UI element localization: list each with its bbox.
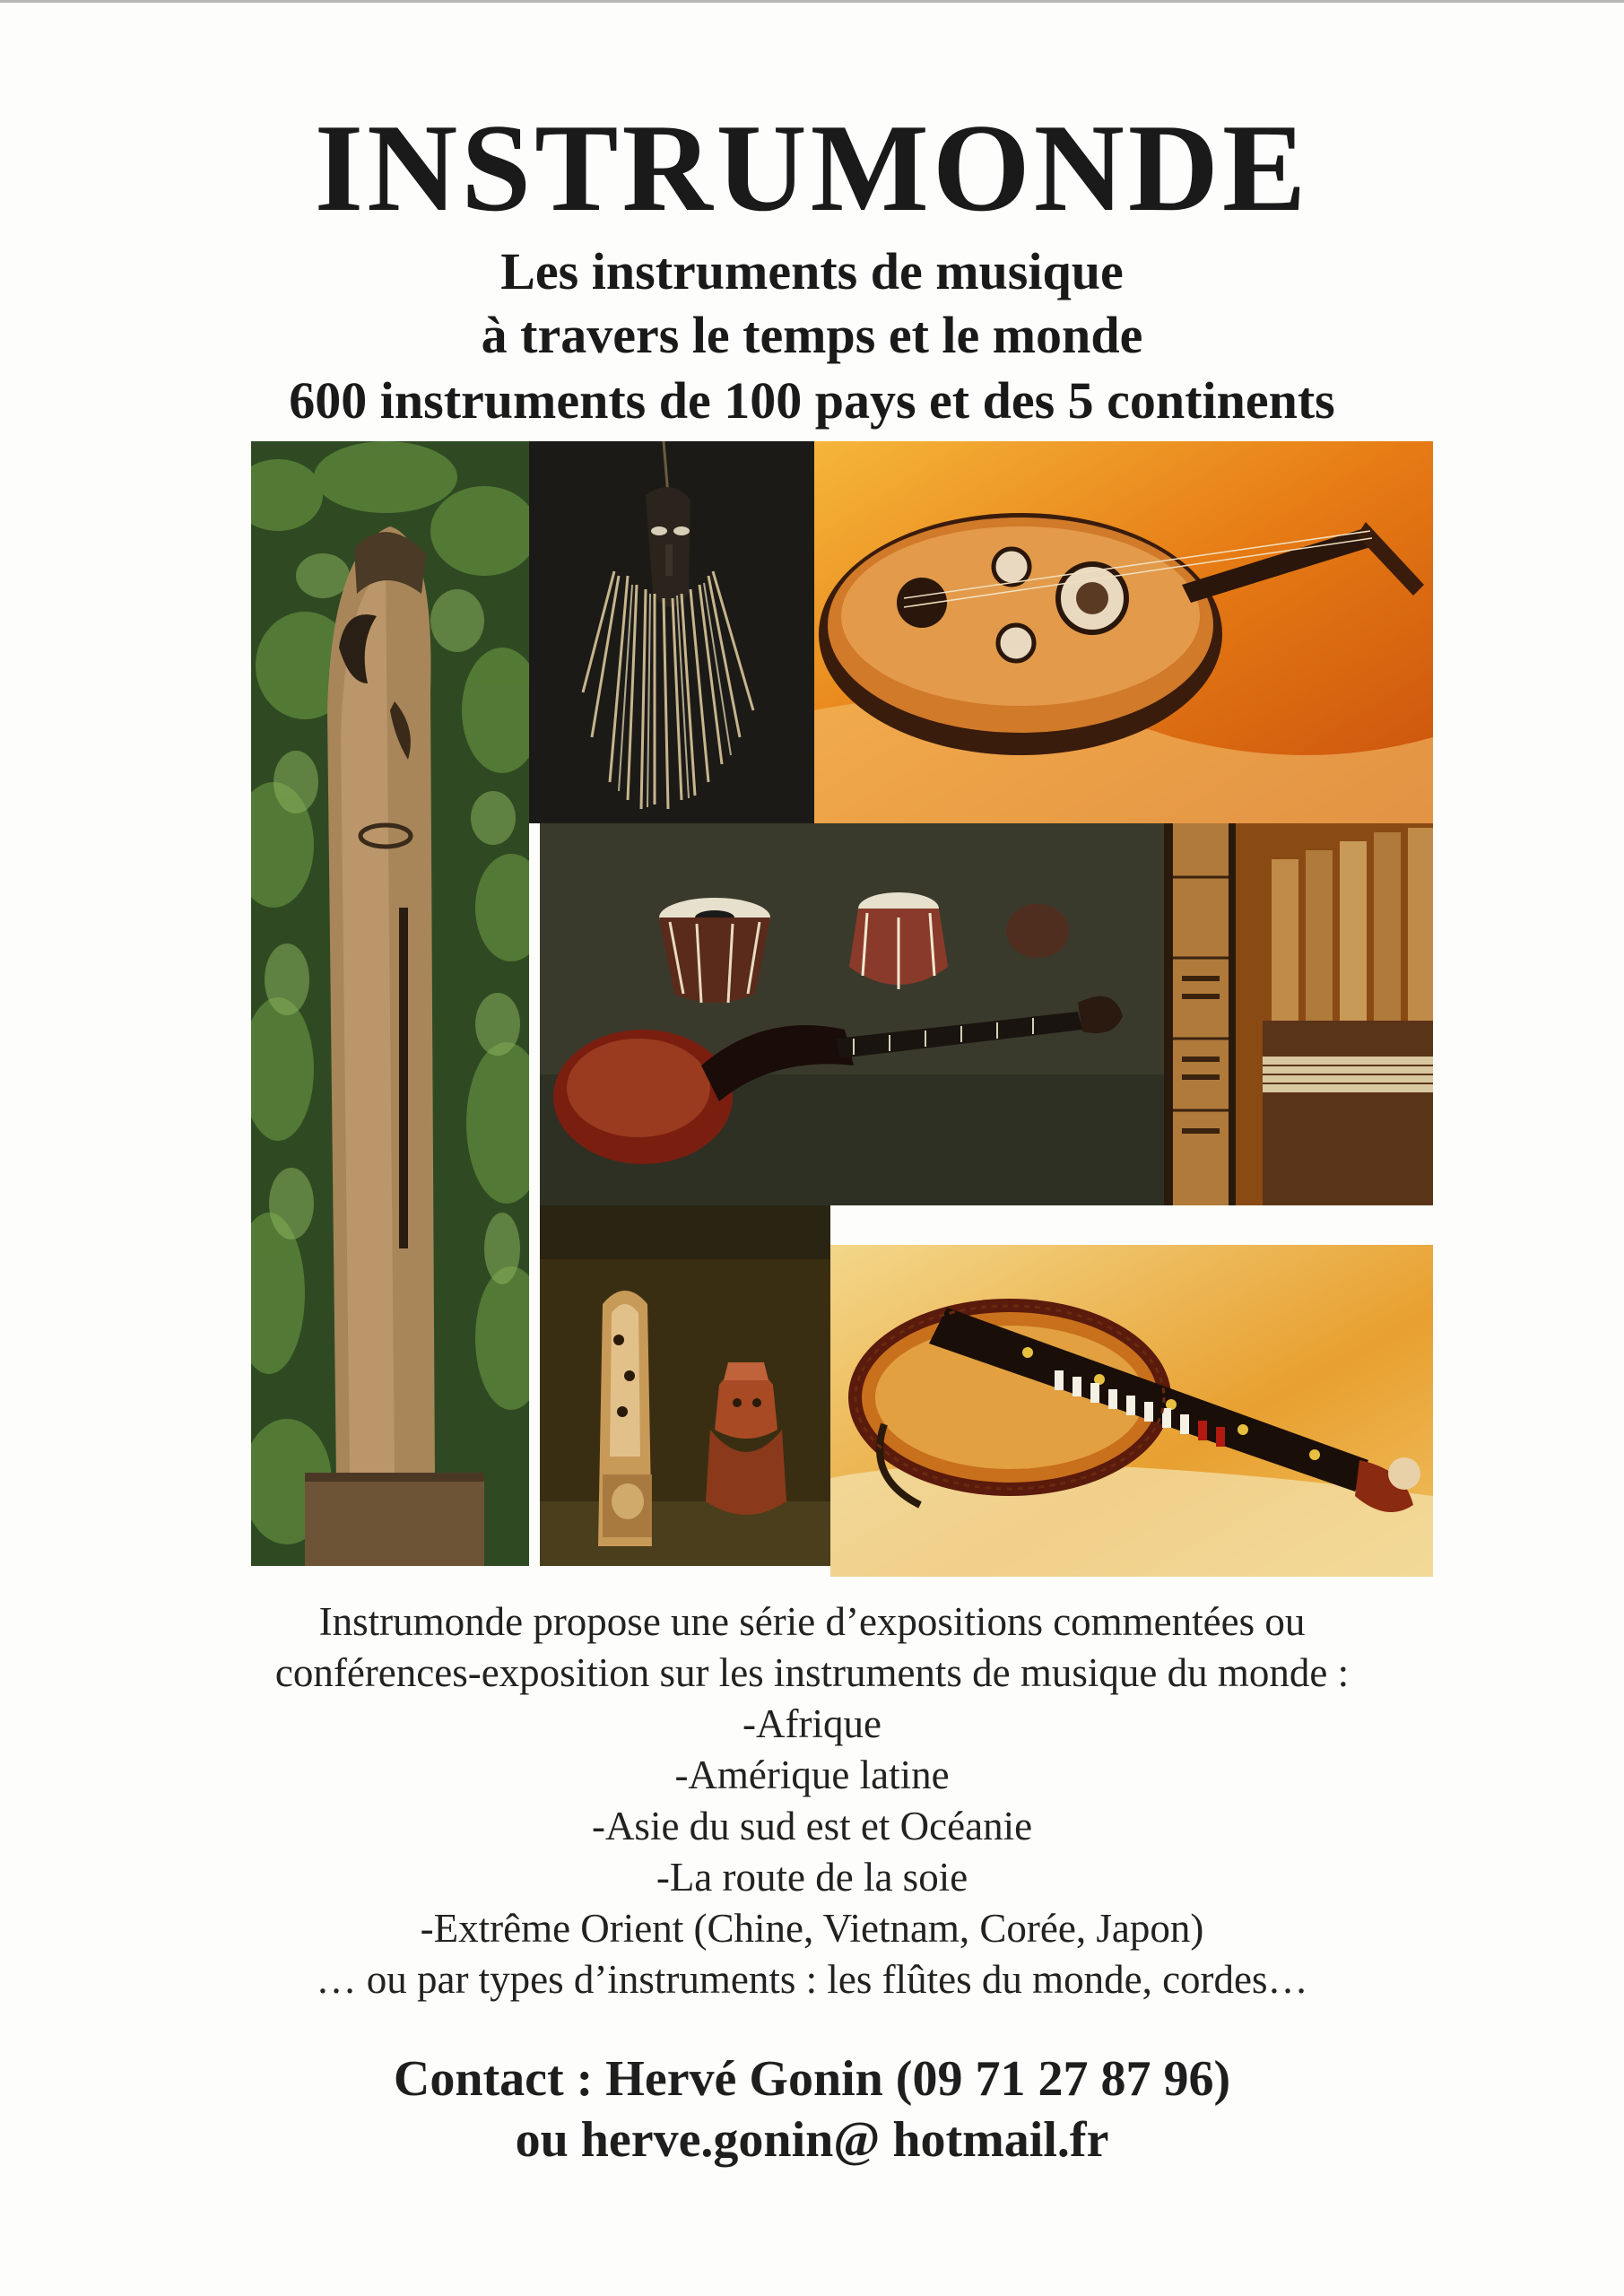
poster-title: INSTRUMONDE bbox=[314, 99, 1310, 238]
exhibition-description bbox=[0, 1596, 1624, 2005]
subtitle-line-1: Les instruments de musique bbox=[500, 242, 1124, 300]
description-outro: … ou par types d’instruments : les flûtes du monde, cordes… bbox=[316, 1957, 1308, 2002]
description-intro-1: Instrumonde propose une série d’expositions commentées ou bbox=[318, 1599, 1306, 1644]
photo-hurdy-gurdy bbox=[830, 1245, 1433, 1577]
photo-tabla-and-veena bbox=[540, 823, 1164, 1205]
topic-far-east: -Extrême Orient (Chine, Vietnam, Corée, Japon) bbox=[420, 1906, 1204, 1951]
contact-email-line: ou herve.gonin@ hotmail.fr bbox=[515, 2112, 1109, 2168]
topic-silk-road: -La route de la soie bbox=[656, 1855, 968, 1900]
photo-carved-slit-drum bbox=[251, 441, 529, 1566]
topic-latin-america: -Amérique latine bbox=[674, 1752, 950, 1797]
photo-carved-figures bbox=[540, 1205, 830, 1566]
subtitle-line-3: 600 instruments de 100 pays et des 5 continents bbox=[289, 371, 1335, 430]
photo-mask-with-raffia bbox=[529, 441, 814, 823]
photo-bamboo-tubes bbox=[1164, 823, 1433, 1205]
description-intro-2: conférences-exposition sur les instruments de musique du monde : bbox=[274, 1650, 1350, 1695]
topic-southeast-asia-oceania: -Asie du sud est et Océanie bbox=[591, 1804, 1033, 1848]
scan-top-edge bbox=[0, 0, 1624, 3]
photo-oud bbox=[814, 441, 1433, 823]
contact-phone-line: Contact : Hervé Gonin (09 71 27 87 96) bbox=[393, 2051, 1231, 2107]
subtitle-line-2: à travers le temps et le monde bbox=[481, 306, 1143, 364]
topic-africa: -Afrique bbox=[743, 1701, 881, 1746]
